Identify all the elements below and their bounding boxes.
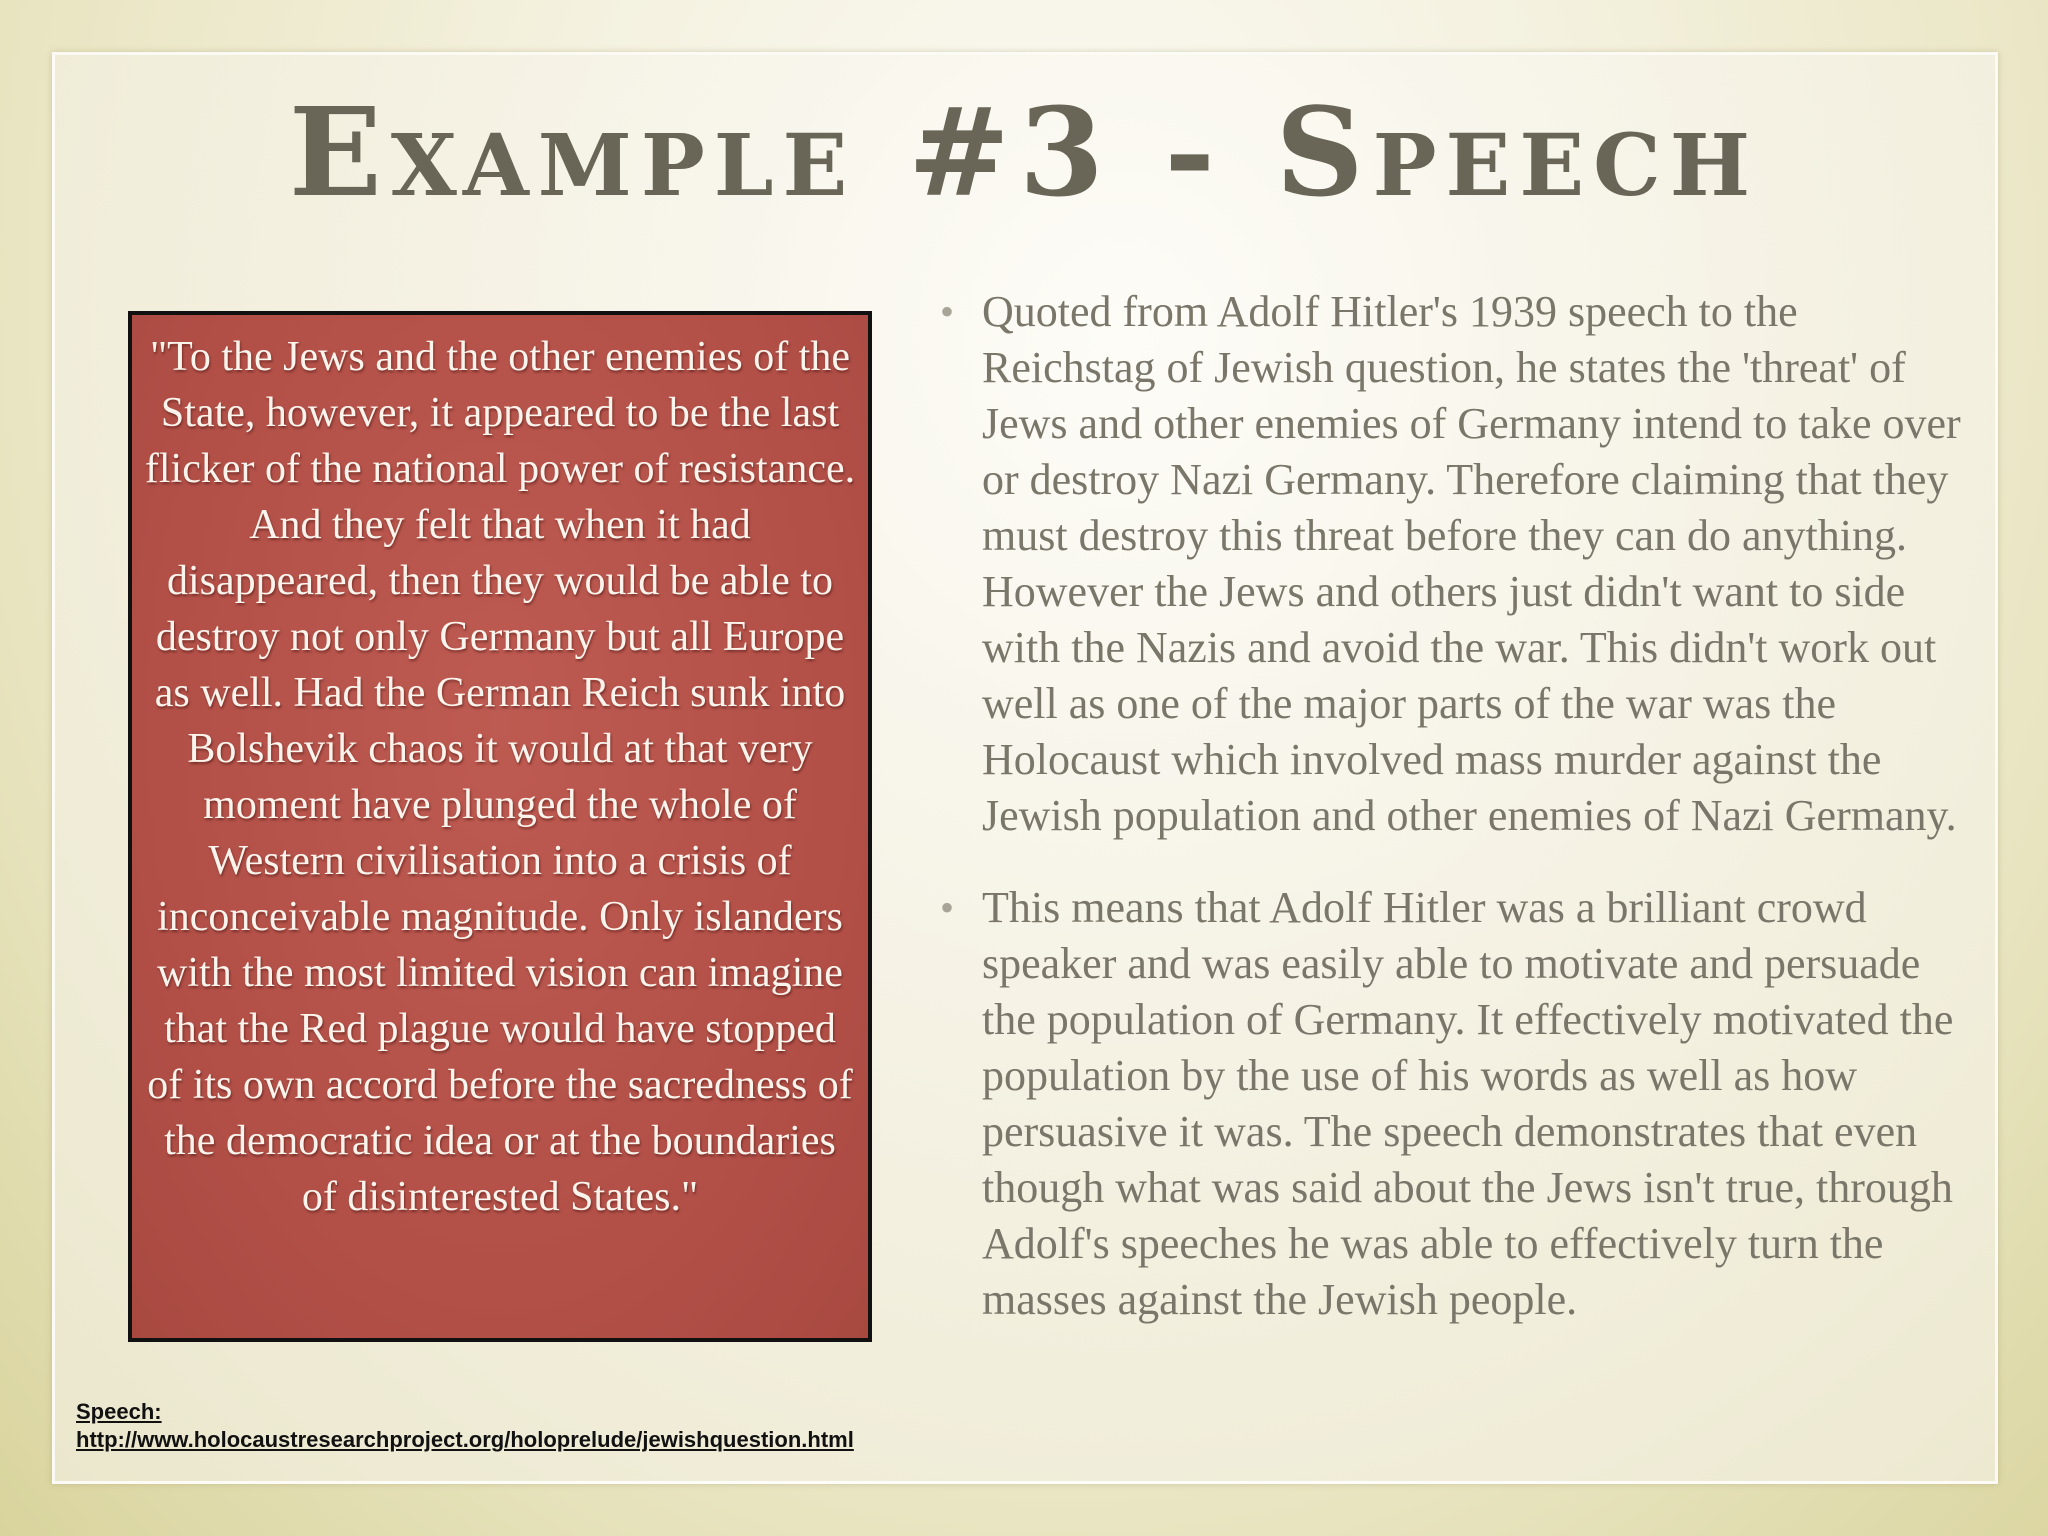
- slide-title: Example #3 - Speech: [288, 80, 1760, 224]
- quote-text: "To the Jews and the other enemies of the State, however, it appeared to be the last flicker of the national power of resistance. And they felt that when it had disappeared, then they would be able to destroy not only Germany but all Europe as well. Had the German Reich sunk into Bolshevik chaos it would at that very moment have plunged the whole of Western civilisation into a crisis of inconceivable magnitude. Only islanders with the most limited vision can imagine that the Red plague would have stopped of its own accord before the sacredness of the democratic idea or at the boundaries of disinterested States.": [144, 334, 856, 1220]
- bullet-text: This means that Adolf Hitler was a brilliant crowd speaker and was easily able to motivate and persuade the population of Germany. It effectively motivated the population by the use of his words as well as how persuasive it was. The speech demonstrates that even though what was said about the Jews isn't true, through Adolf's speeches he was able to effectively turn the masses against the Jewish people.: [982, 883, 1954, 1324]
- source-link[interactable]: http://www.holocaustresearchproject.org/holoprelude/jewishquestion.html: [76, 1427, 854, 1452]
- bullet-list: [940, 284, 1970, 1364]
- bullet-item: [940, 284, 1970, 844]
- bullet-dot-icon: •: [940, 885, 955, 930]
- bullet-dot-icon: •: [940, 289, 955, 334]
- source-label: Speech:: [76, 1399, 162, 1424]
- bullet-item: [940, 880, 1970, 1328]
- quote-box: [128, 311, 872, 1342]
- source-citation: [76, 1398, 854, 1454]
- bullet-text: Quoted from Adolf Hitler's 1939 speech to the Reichstag of Jewish question, he states the 'threat' of Jews and other enemies of Germany intend to take over or destroy Nazi Germany. Therefore claiming that they must destroy this threat before they can do anything. However the Jews and others just didn't want to side with the Nazis and avoid the war. This didn't work out well as one of the major parts of the war was the Holocaust which involved mass murder against the Jewish population and other enemies of Nazi Germany.: [982, 287, 1961, 840]
